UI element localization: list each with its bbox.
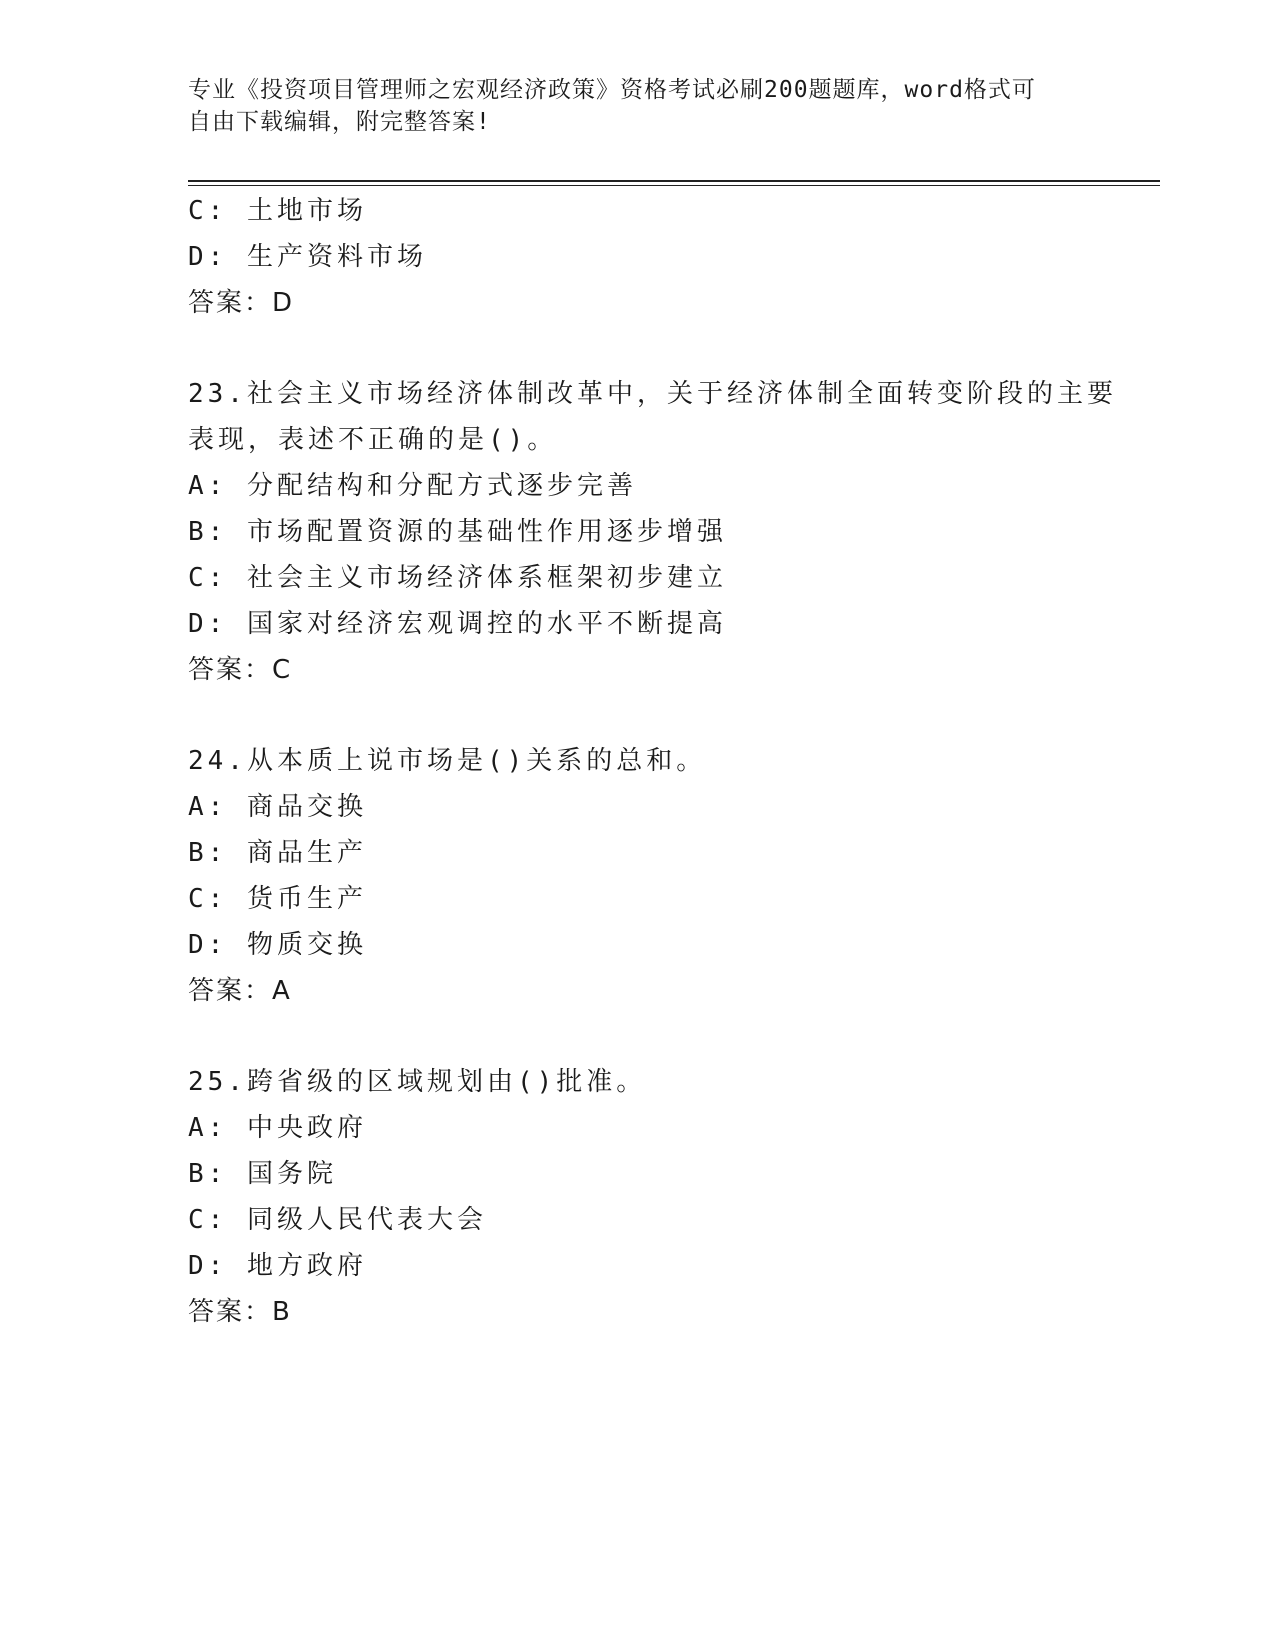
- document-header: [188, 74, 1068, 138]
- q25-option-c: C: 同级人民代表大会: [188, 1205, 487, 1235]
- q23-option-c: C: 社会主义市场经济体系框架初步建立: [188, 563, 727, 593]
- q24-option-c: C: 货币生产: [188, 884, 367, 914]
- q24-option-a: A: 商品交换: [188, 792, 367, 822]
- q25-option-a: A: 中央政府: [188, 1113, 367, 1143]
- q25-stem: 25.跨省级的区域规划由()批准。: [188, 1067, 647, 1097]
- header-divider-thin: [188, 185, 1160, 186]
- q25-option-b: B: 国务院: [188, 1159, 337, 1189]
- q22-option-d: D: 生产资料市场: [188, 242, 427, 272]
- question-list: [188, 188, 1117, 1335]
- q23-option-d: D: 国家对经济宏观调控的水平不断提高: [188, 609, 727, 639]
- q24-answer: 答案：A: [188, 976, 292, 1006]
- q23-stem-line-2: 表现，表述不正确的是()。: [188, 425, 558, 455]
- spacer: [188, 693, 1088, 738]
- q22-answer: 答案：D: [188, 288, 295, 318]
- spacer: [188, 326, 1088, 371]
- question-23: [188, 371, 1117, 693]
- header-divider-thick: [188, 180, 1160, 182]
- q24-option-b: B: 商品生产: [188, 838, 367, 868]
- header-title-line-1: 专业《投资项目管理师之宏观经济政策》资格考试必刷200题题库，word格式可: [188, 77, 1036, 103]
- q24-stem: 24.从本质上说市场是()关系的总和。: [188, 746, 707, 776]
- question-25: [188, 1059, 1088, 1335]
- q23-answer: 答案：C: [188, 655, 293, 685]
- q23-option-b: B: 市场配置资源的基础性作用逐步增强: [188, 517, 727, 547]
- q23-option-a: A: 分配结构和分配方式逐步完善: [188, 471, 637, 501]
- spacer: [188, 1014, 1088, 1059]
- q25-answer: 答案：B: [188, 1297, 292, 1327]
- q25-option-d: D: 地方政府: [188, 1251, 367, 1281]
- question-24: [188, 738, 1088, 1014]
- header-title-line-2: 自由下载编辑，附完整答案!: [188, 109, 491, 135]
- q24-option-d: D: 物质交换: [188, 930, 367, 960]
- question-22-continuation: [188, 188, 1088, 326]
- q23-stem-line-1: 23.社会主义市场经济体制改革中，关于经济体制全面转变阶段的主要: [188, 379, 1117, 409]
- q22-option-c: C: 土地市场: [188, 196, 367, 226]
